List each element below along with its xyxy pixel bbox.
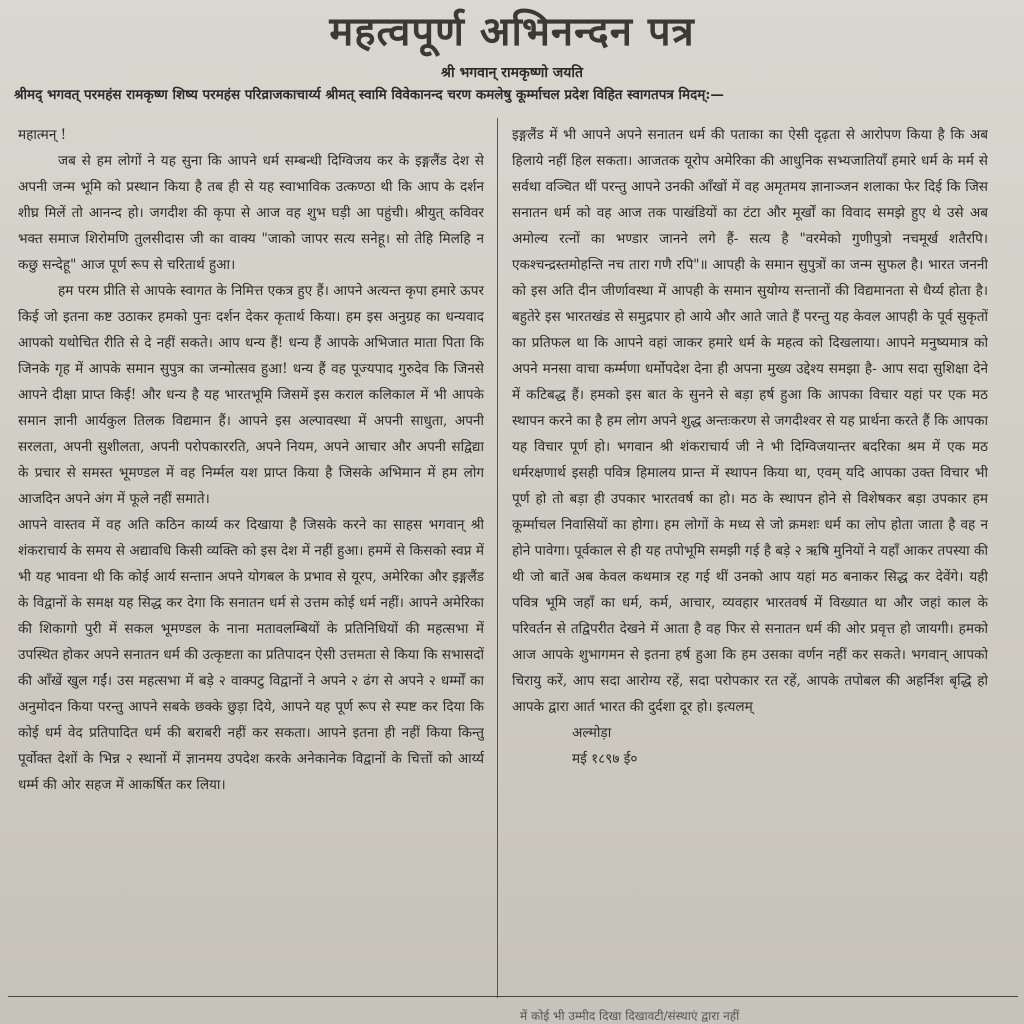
salutation: महात्मन् ! (18, 127, 67, 143)
footer-fragment: में कोई भी उम्मीद दिखा दिखावटी/संस्थाएं द्वारा नहीं (520, 1009, 740, 1023)
place-name: अल्मोड़ा (572, 725, 612, 741)
right-column (512, 122, 988, 998)
address-line: श्रीमद् भगवत् परमहंस रामकृष्ण शिष्य परमहंस परिव्राजकाचार्य्य श्रीमत् स्वामि विवेकानन्द चरण कमलेषु कूर्म्माचल प्रदेश विहित स्वागतपत्र मिदम्:— (14, 87, 724, 103)
date-line: मई १८९७ ई० (572, 751, 638, 767)
page-title: महत्वपूर्ण अभिनन्दन पत्र (329, 8, 695, 55)
bottom-rule (8, 996, 1018, 997)
column-divider (497, 118, 498, 998)
invocation-line: श्री भगवान् रामकृष्णो जयति (441, 65, 583, 81)
left-column (18, 122, 484, 998)
paragraph: आपने वास्तव में वह अति कठिन कार्य्य कर दिखाया है जिसके करने का साहस भगवान् श्री शंकराचार्य के समय से अद्यावधि किसी व्यक्ति को इस देश में नहीं हुआ। हममें से किसको स्वप्न में भी यह भावना थी कि कोई आर्य सन्तान अपने योगबल के प्रभाव से यूरप, अमेरिका और इङ्गलैंड के विद्वानों के समक्ष यह सिद्ध कर देगा कि सनातन धर्म से उत्तम कोई धर्म नहीं। आपने अमेरिका की शिकागो पुरी में सकल भूमण्डल के नाना मतावलम्बियों के प्रतिनिधियों की महत्सभा में उपस्थित होकर अपने सनातन धर्म की उत्कृष्टता का प्रतिपादन ऐसी उत्तमता से किया कि सभासदों की आँखें खुल गईं। उस महत्सभा में बड़े २ वाक्पटु विद्वानों ने अपने २ ढंग से अपने २ धर्म्मों का अनुमोदन किया परन्तु आपने सबके छक्के छुड़ा दिये, आपने यह पूर्ण रूप से स्पष्ट कर दिया कि कोई धर्म वेद प्रतिपादित धर्म की बराबरी नहीं कर सकता। आपने इतना ही नहीं किया किन्तु पूर्वोक्त देशों के भिन्न २ स्थानों में ज्ञानमय उपदेश करके अनेकानेक विद्वानों के चित्तों को आर्य्य धर्म्म की ओर सहज में आकर्षित कर लिया। (18, 517, 484, 793)
paragraph: इङ्गलैंड में भी आपने अपने सनातन धर्म की पताका का ऐसी दृढ़ता से आरोपण किया है कि अब हिलाये नहीं हिल सकता। आजतक यूरोप अमेरिका की आधुनिक सभ्यजातियाँ हमारे धर्म के मर्म से सर्वथा वञ्चित थीं परन्तु आपने उनकी आँखों में वह अमृतमय ज्ञानाञ्जन शलाका फेर दिई कि जिस सनातन धर्म को वह आज तक पाखंडियों का टंटा और मूर्खों का विवाद समझे हुए थे उसे अब अमोल्य रत्नों का भण्डार जानने लगे हैं- सत्य है "वरमेको गुणीपुत्रो नचमूर्ख शतैरपि। एकश्चन्द्रस्तमोहन्ति नच तारा गणै रपि"॥ आपही के समान सुपुत्रों का जन्म सुफल है। भारत जननी को इस अति दीन जीर्णावस्था में आपही के समान सुयोग्य सन्तानों की विद्यमानता से धैर्य्य होता है। बहुतेरे इस भारतखंड से समुद्रपार हो आये और आते जाते हैं परन्तु यह केवल आपही के पूर्व सुकृतों का प्रतिफल था कि आपने वहां जाकर हमारे धर्म के महत्व को दिखलाया। आपने मनुष्यमात्र को अपने मनसा वाचा कर्म्मणा धर्मोपदेश देना ही अपना मुख्य उद्देश्य समझा है- आप सदा सुशिक्षा देने में कटिबद्ध हैं। हमको इस बात के सुनने से बड़ा हर्ष हुआ कि आपका विचार यहां पर एक मठ स्थापन करने का है हम लोग अपने शुद्ध अन्तःकरण से जगदीश्वर से यह प्रार्थना करते हैं कि आपका यह विचार पूर्ण हो। भगवान श्री शंकराचार्य जी ने भी दिग्विजयान्तर बदरिका श्रम में एक मठ धर्मरक्षणार्थ इसही पवित्र हिमालय प्रान्त में स्थापन किया था, एवम् यदि आपका उक्त विचार भी पूर्ण हो तो बड़ा ही उपकार भारतवर्ष का हो। मठ के स्थापन होने से विशेषकर बड़ा उपकार हम कूर्म्माचल निवासियों का होगा। हम लोगों के मध्य से जो क्रमशः धर्म का लोप होता जाता है वह न होने पावेगा। पूर्वकाल से ही यह तपोभूमि समझी गई है बड़े २ ऋषि मुनियों ने यहाँ आकर तपस्या की थी जो बातें अब केवल कथमात्र रह गई थीं उनको आप यहां मठ बनाकर सिद्ध कर देवेंगे। यही पवित्र भूमि जहाँ का धर्म, कर्म, आचार, व्यवहार भारतवर्ष में विख्यात था और जहां काल के परिवर्तन से तद्विपरीत देखने में आता है वह फिर से सनातन धर्म की ओर प्रवृत्त हो जायगी। हमको आज आपके शुभागमन से इतना हर्ष हुआ कि हम उसका वर्णन नहीं कर सकते। भगवान् आपको चिरायु करें, आप सदा आरोग्य रहें, सदा परोपकार रत रहें, आपके तपोबल की अहर्निश बृद्धि हो आपके द्वारा आर्त भारत की दुर्दशा दूर हो। इत्यलम् (512, 127, 988, 715)
paragraph: जब से हम लोगों ने यह सुना कि आपने धर्म सम्बन्धी दिग्विजय कर के इङ्गलैंड देश से अपनी जन्म भूमि को प्रस्थान किया है तब ही से यह स्वाभाविक उत्कण्ठा थी कि आप के दर्शन शीघ्र मिलें तो आनन्द हो। जगदीश की कृपा से आज वह शुभ घड़ी आ पहुंची। श्रीयुत् कविवर भक्त समाज शिरोमणि तुलसीदास जी का वाक्य "जाको जापर सत्य सनेहू। सो तेहि मिलहि न कछु सन्देहू" आज पूर्ण रूप से चरितार्थ हुआ। (18, 153, 484, 273)
paragraph: हम परम प्रीति से आपके स्वागत के निमित्त एकत्र हुए हैं। आपने अत्यन्त कृपा हमारे ऊपर किई जो इतना कष्ट उठाकर हमको पुनः दर्शन देकर कृतार्थ किया। हम इस अनुग्रह का धन्यवाद आपको यथोचित रीति से दे नहीं सकते। आप धन्य हैं! धन्य हैं आपके अभिजात माता पिता कि जिनके गृह में आपके समान सुपुत्र का जन्मोत्सव हुआ! धन्य हैं वह पूज्यपाद गुरुदेव कि जिनसे आपने दीक्षा प्राप्त किई! और धन्य है यह भारतभूमि जिसमें इस कराल कलिकाल में भी आपके समान ज्ञानी आर्यकुल तिलक विद्यमान हैं। आपने इस अल्पावस्था में अपनी साधुता, अपनी सरलता, अपनी सुशीलता, अपनी परोपकाररति, अपने नियम, अपने आचार और अपनी सद्विद्या के प्रचार से समस्त भूमण्डल में वह निर्म्मल यश प्राप्त किया है जिसके अभिमान में हम लोग आजदिन अपने अंग में फूले नहीं समाते। (18, 283, 484, 507)
